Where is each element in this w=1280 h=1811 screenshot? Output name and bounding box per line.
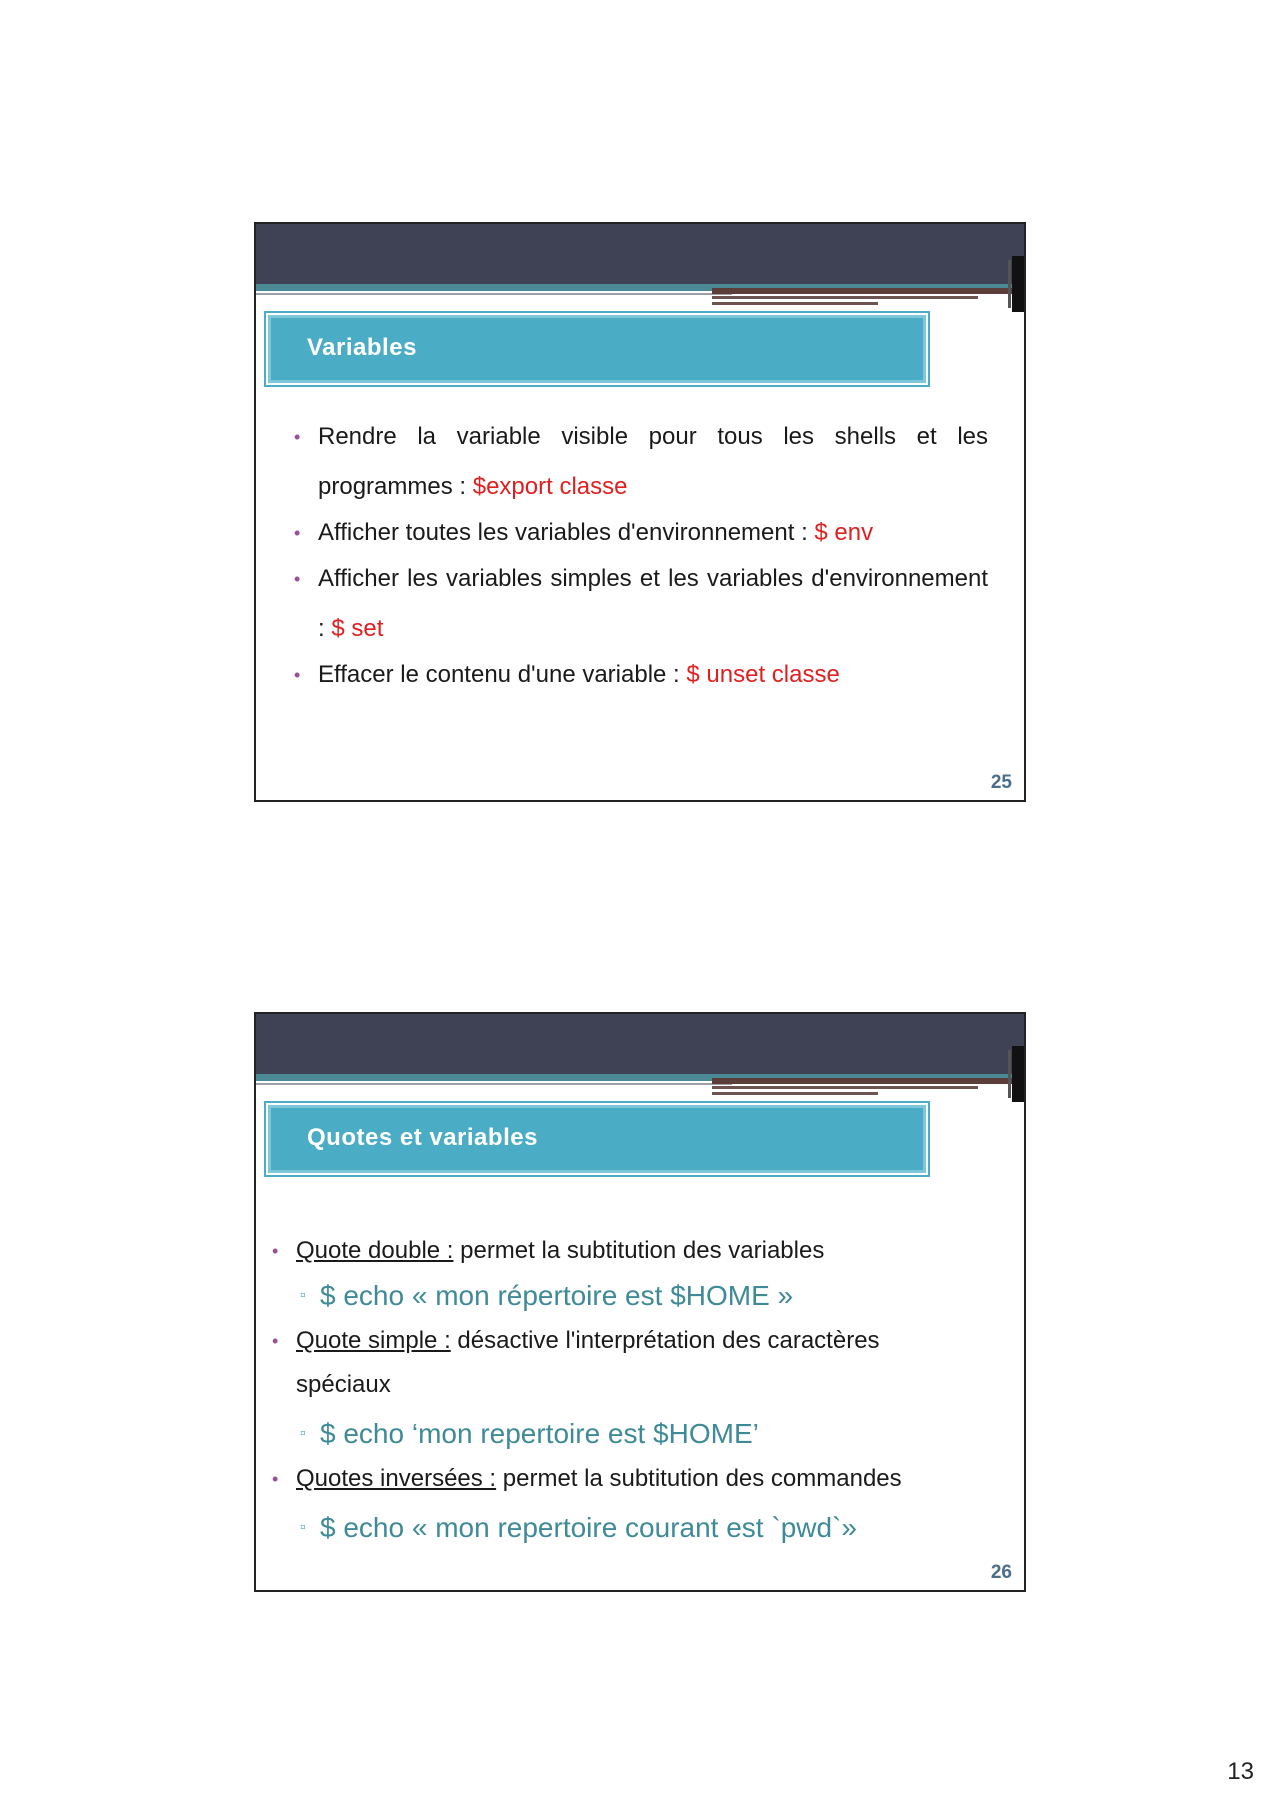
slide-header-band (256, 224, 1024, 284)
slide-bullet-list (272, 1229, 972, 1551)
item-text: Effacer le contenu d'une variable : (318, 661, 687, 688)
item-label: Quote simple : (296, 1327, 451, 1354)
list-item (272, 1319, 972, 1407)
slide-header-band (256, 1014, 1024, 1074)
slide-title-box (268, 315, 926, 383)
example-text: $ echo « mon répertoire est $HOME » (320, 1280, 794, 1311)
example-item (272, 1273, 972, 1319)
list-item (294, 412, 988, 512)
bullet-dot-icon: • (272, 1241, 279, 1261)
bullet-dot-icon: • (272, 1331, 279, 1351)
page-number: 13 (1227, 1758, 1254, 1785)
bullet-dot-icon: • (294, 523, 301, 543)
bullet-dot-icon: • (294, 427, 301, 447)
slide-number: 25 (990, 772, 1012, 793)
slide-26 (254, 1012, 1026, 1592)
list-item (294, 508, 988, 558)
slide-header-edge-mark (1012, 256, 1024, 312)
slide-header-accent-bar (712, 288, 1026, 294)
list-item (294, 650, 988, 700)
example-text: $ echo ‘mon repertoire est $HOME’ (320, 1418, 759, 1449)
slide-header-accent-bar (712, 302, 878, 305)
square-bullet-icon: ▫ (300, 1287, 306, 1304)
item-text: Rendre la variable visible pour tous les shells et les programmes : (318, 423, 988, 500)
command-text: $ env (814, 519, 874, 546)
slide-bullet-list (294, 412, 988, 700)
square-bullet-icon: ▫ (300, 1519, 306, 1536)
slide-header-accent-bar (712, 1078, 1026, 1084)
slide-header-accent-bar (712, 1092, 878, 1095)
bullet-dot-icon: • (294, 665, 301, 685)
list-item (294, 554, 988, 654)
slide-header-edge-mark (1008, 260, 1011, 308)
slide-title: Quotes et variables (307, 1124, 538, 1151)
example-item (272, 1411, 972, 1457)
slide-header-line (256, 293, 732, 295)
command-text: $export classe (472, 473, 628, 500)
slide-header-edge-mark (1012, 1046, 1024, 1102)
command-text: $ unset classe (686, 661, 840, 688)
slide-header-line (256, 1083, 732, 1085)
item-text: permet la subtitution des commandes (496, 1465, 902, 1492)
bullet-dot-icon: • (294, 569, 301, 589)
item-text: Afficher les variables simples et les variables d'environnement : (318, 565, 988, 642)
item-text: désactive l'interprétation des caractères spéciaux (296, 1327, 880, 1398)
slide-header-accent-bar (712, 296, 978, 299)
example-text: $ echo « mon repertoire courant est `pwd`» (320, 1512, 857, 1543)
slide-number: 26 (990, 1562, 1012, 1583)
slide-header-edge-mark (1008, 1050, 1011, 1098)
item-text: permet la subtitution des variables (453, 1237, 825, 1264)
list-item (272, 1229, 972, 1273)
square-bullet-icon: ▫ (300, 1425, 306, 1442)
command-text: $ set (331, 615, 384, 642)
item-text: Afficher toutes les variables d'environnement : (318, 519, 815, 546)
item-label: Quote double : (296, 1237, 454, 1264)
slide-title-box (268, 1105, 926, 1173)
list-item (272, 1457, 972, 1501)
slide-header-accent-bar (712, 1086, 978, 1089)
slide-title: Variables (307, 334, 417, 361)
example-item (272, 1505, 972, 1551)
bullet-dot-icon: • (272, 1469, 279, 1489)
item-label: Quotes inversées : (296, 1465, 497, 1492)
slide-25 (254, 222, 1026, 802)
